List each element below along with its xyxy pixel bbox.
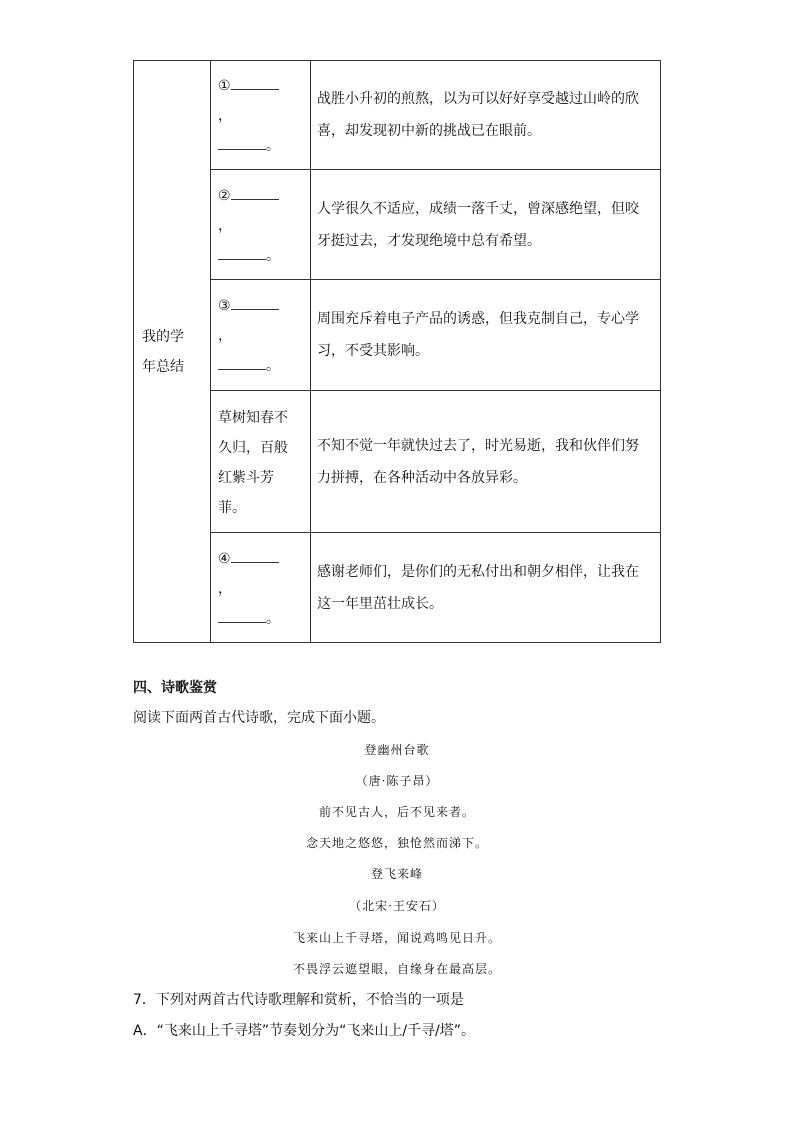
poem-line: 不畏浮云遮望眼，自缘身在最高层。 xyxy=(292,962,501,976)
fill-blank[interactable] xyxy=(231,183,279,200)
row-text: 周围充斥着电子产品的诱惑，但我克制自己，专心学习，不受其影响。 xyxy=(311,280,661,391)
poem-title: 登飞来峰 xyxy=(370,867,423,881)
category-label: 我的学年总结 xyxy=(142,328,184,375)
blank-cell-3 xyxy=(211,280,311,391)
poem-line: 飞来山上千寻塔，闻说鸡鸣见日升。 xyxy=(292,931,501,945)
comma: ， xyxy=(218,328,232,344)
fill-blank[interactable] xyxy=(231,293,279,310)
fill-blank[interactable] xyxy=(218,133,266,150)
comma: ， xyxy=(218,108,232,124)
row-text: 不知不觉一年就快过去了，时光易逝，我和伙伴们努力拼搏，在各种活动中各放异彩。 xyxy=(311,391,661,533)
circle-number: ② xyxy=(218,187,231,204)
circle-number: ④ xyxy=(218,550,231,567)
row-text: 战胜小升初的煎熬，以为可以好好享受越过山岭的欣喜，却发现初中新的挑战已在眼前。 xyxy=(311,61,661,170)
section-intro: 阅读下面两首古代诗歌，完成下面小题。 xyxy=(133,710,385,726)
poem-title: 登幽州台歌 xyxy=(364,743,430,757)
fill-blank[interactable] xyxy=(231,73,279,90)
poem-line: 念天地之悠悠，独怆然而涕下。 xyxy=(305,836,488,850)
row-text: 感谢老师们，是你们的无私付出和朝夕相伴，让我在这一年里茁壮成长。 xyxy=(311,533,661,643)
row-text: 人学很久不适应，成绩一落千丈，曾深感绝望，但咬牙挺过去，才发现绝境中总有希望。 xyxy=(311,170,661,280)
fill-blank[interactable] xyxy=(218,353,266,370)
fill-blank[interactable] xyxy=(218,243,266,260)
comma: ， xyxy=(218,217,232,234)
summary-table xyxy=(133,60,661,643)
period: 。 xyxy=(266,138,280,154)
comma: ， xyxy=(218,580,232,597)
quote-cell xyxy=(211,391,311,533)
blank-cell-2 xyxy=(211,170,311,280)
poem-line: 前不见古人，后不见来者。 xyxy=(318,805,475,819)
period: 。 xyxy=(266,247,280,264)
poem-quote: 草树知春不久归，百般红紫斗芳菲。 xyxy=(218,409,288,516)
blank-cell-1 xyxy=(211,61,311,170)
circle-number: ③ xyxy=(218,298,231,314)
option-a[interactable]: A．“飞来山上千寻塔”节奏划分为“飞来山上/千寻/塔”。 xyxy=(133,1023,476,1039)
fill-blank[interactable] xyxy=(231,546,279,563)
fill-blank[interactable] xyxy=(218,606,266,623)
section-title: 四、诗歌鉴赏 xyxy=(133,680,217,696)
question-stem: 7．下列对两首古代诗歌理解和赏析，不恰当的一项是 xyxy=(133,992,464,1008)
circle-number: ① xyxy=(218,78,231,94)
poem-author: （北宋·王安石） xyxy=(349,899,445,913)
period: 。 xyxy=(266,610,280,627)
blank-cell-4 xyxy=(211,533,311,643)
period: 。 xyxy=(266,358,280,374)
poem-author: （唐·陈子昂） xyxy=(355,774,439,788)
category-cell xyxy=(134,61,211,643)
